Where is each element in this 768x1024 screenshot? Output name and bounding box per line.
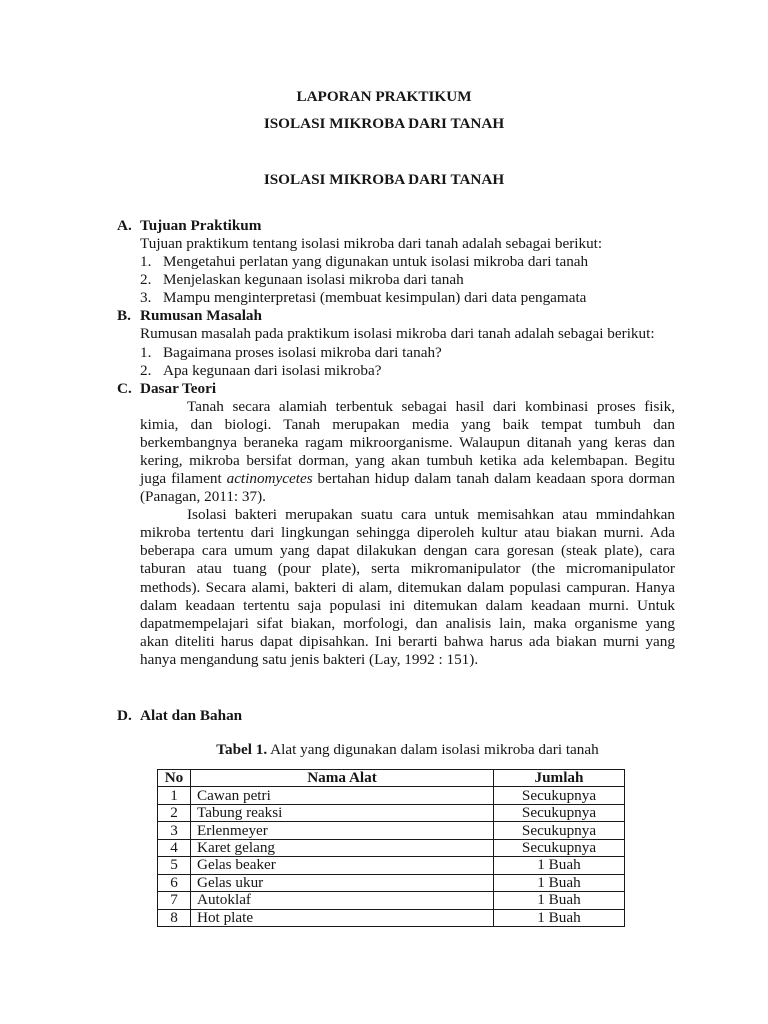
paragraph-line: Tanah secara alamiah terbentuk sebagai hasil dari kombinasi proses fisik,: [187, 397, 675, 415]
list-text: Menjelaskan kegunaan isolasi mikroba dari tanah: [163, 271, 464, 289]
table-cell-no: 3: [158, 822, 191, 839]
paragraph-line: [140, 470, 675, 488]
table-cell-no: 8: [158, 909, 191, 926]
intro-text: Tujuan praktikum tentang isolasi mikroba dari tanah adalah sebagai berikut:: [140, 235, 603, 253]
table-cell-name: Karet gelang: [191, 839, 494, 856]
list-item: [117, 362, 675, 380]
section-c-heading: [117, 380, 675, 398]
table-cell-no: 1: [158, 787, 191, 804]
table-cell-name: Gelas beaker: [191, 857, 494, 874]
table-row: [158, 822, 625, 839]
list-item: [117, 289, 675, 307]
table-row: [158, 892, 625, 909]
paragraph-line: taburan atau tuang (pour plate), serta mikromanipulator (the micromanipulator: [140, 560, 675, 578]
table-cell-qty: 1 Buah: [494, 857, 625, 874]
report-topic-title: ISOLASI MIKROBA DARI TANAH: [263, 171, 505, 188]
table-row: [158, 874, 625, 891]
list-text: Apa kegunaan dari isolasi mikroba?: [163, 361, 382, 379]
table-cell-no: 7: [158, 892, 191, 909]
line-text: juga filament: [140, 470, 222, 488]
list-item: [117, 271, 675, 289]
list-item: [117, 344, 675, 362]
table-cell-name: Autoklaf: [191, 892, 494, 909]
table-caption-text: Alat yang digunakan dalam isolasi mikroba dari tanah: [270, 741, 599, 758]
paragraph-line: dapatmempelajari sifat biakan, morfologi, dan analisis lain, maka organisme yang: [140, 614, 675, 632]
paragraph-2: [117, 506, 675, 669]
table-row: [158, 787, 625, 804]
table-cell-qty: 1 Buah: [494, 892, 625, 909]
table-cell-qty: 1 Buah: [494, 874, 625, 891]
table-cell-no: 5: [158, 857, 191, 874]
table-row: [158, 909, 625, 926]
report-subtitle: ISOLASI MIKROBA DARI TANAH: [263, 115, 505, 132]
paragraph-line: (Panagan, 2011: 37).: [140, 488, 266, 506]
column-header-name: Nama Alat: [191, 770, 494, 787]
italic-term: actinomycetes: [226, 470, 313, 488]
equipment-table: [157, 769, 625, 927]
section-d-heading: [117, 707, 675, 725]
list-text: Bagaimana proses isolasi mikroba dari tanah?: [163, 343, 442, 361]
section-heading: Alat dan Bahan: [140, 707, 243, 724]
line-text: bertahan hidup dalam tanah dalam keadaan spora dorman: [317, 470, 675, 488]
section-b-heading: [117, 307, 675, 325]
paragraph-line: akan diteliti harus dapat dipisahkan. Ini berarti bahwa harus ada biakan murni yang: [140, 632, 675, 650]
section-heading: Rumusan Masalah: [140, 307, 262, 325]
paragraph-line: kering, mikroba bersifat dorman, yang akan tumbuh ketika ada kelembapan. Begitu: [140, 452, 675, 470]
table-cell-qty: Secukupnya: [494, 839, 625, 856]
paragraph-line: kimia, dan biologi. Tanah merupakan media yang baik tempat tumbuh dan: [140, 415, 675, 433]
section-letter: D.: [117, 707, 132, 724]
column-header-qty: Jumlah: [494, 770, 625, 787]
table-caption: [140, 741, 675, 759]
report-body: [117, 217, 675, 669]
paragraph-line: dalam keadaan tertentu saja populasi ini ditemukan dalam keadaan murni. Untuk: [140, 596, 675, 614]
section-a-intro: [117, 235, 675, 253]
table-row: [158, 839, 625, 856]
table-cell-qty: Secukupnya: [494, 804, 625, 821]
paragraph-line: Isolasi bakteri merupakan suatu cara untuk memisahkan atau mmindahkan: [187, 506, 675, 524]
section-a-heading: [117, 217, 675, 235]
section-heading: Dasar Teori: [140, 379, 217, 397]
section-letter: A.: [117, 217, 132, 234]
paragraph-line: mikroba tertentu dari lingkungan sehingga diperoleh kultur atau biakan murni. Ada: [140, 524, 675, 542]
table-cell-name: Erlenmeyer: [191, 822, 494, 839]
table-cell-no: 6: [158, 874, 191, 891]
column-header-no: No: [158, 770, 191, 787]
list-number: 2.: [140, 361, 152, 379]
table-caption-label: Tabel 1.: [216, 741, 268, 758]
list-text: Mampu menginterpretasi (membuat kesimpulan) dari data pengamata: [163, 289, 587, 307]
paragraph-1: [117, 398, 675, 506]
report-title: LAPORAN PRAKTIKUM: [296, 88, 472, 105]
table-row: [158, 804, 625, 821]
table-cell-name: Hot plate: [191, 909, 494, 926]
table-cell-name: Gelas ukur: [191, 874, 494, 891]
list-number: 1.: [140, 253, 152, 271]
table-header-row: [158, 770, 625, 787]
section-heading: Tujuan Praktikum: [140, 217, 262, 234]
table-cell-qty: Secukupnya: [494, 787, 625, 804]
paragraph-line: beberapa cara umum yang dapat dilakukan dengan cara goresan (steak plate), cara: [140, 542, 675, 560]
paragraph-line: methods). Secara alami, bakteri di alam, ditemukan dalam populasi campuran. Hanya: [140, 578, 675, 596]
list-number: 3.: [140, 289, 152, 307]
intro-text: Rumusan masalah pada praktikum isolasi mikroba dari tanah adalah sebagai berikut:: [140, 325, 655, 343]
section-b-intro: [117, 325, 675, 343]
section-letter: B.: [117, 307, 131, 325]
list-number: 2.: [140, 271, 152, 289]
table-row: [158, 857, 625, 874]
list-number: 1.: [140, 343, 152, 361]
list-item: [117, 253, 675, 271]
section-letter: C.: [117, 379, 132, 397]
paragraph-line: berkembangnya beraneka ragam mikroorganisme. Walaupun ditanah yang keras dan: [140, 433, 675, 451]
table-cell-qty: 1 Buah: [494, 909, 625, 926]
list-text: Mengetahui perlatan yang digunakan untuk isolasi mikroba dari tanah: [163, 253, 589, 271]
table-cell-name: Cawan petri: [191, 787, 494, 804]
table-cell-name: Tabung reaksi: [191, 804, 494, 821]
table-cell-qty: Secukupnya: [494, 822, 625, 839]
paragraph-line: hanya mengandung satu jenis bakteri (Lay, 1992 : 151).: [140, 650, 479, 668]
table-cell-no: 4: [158, 839, 191, 856]
table-cell-no: 2: [158, 804, 191, 821]
